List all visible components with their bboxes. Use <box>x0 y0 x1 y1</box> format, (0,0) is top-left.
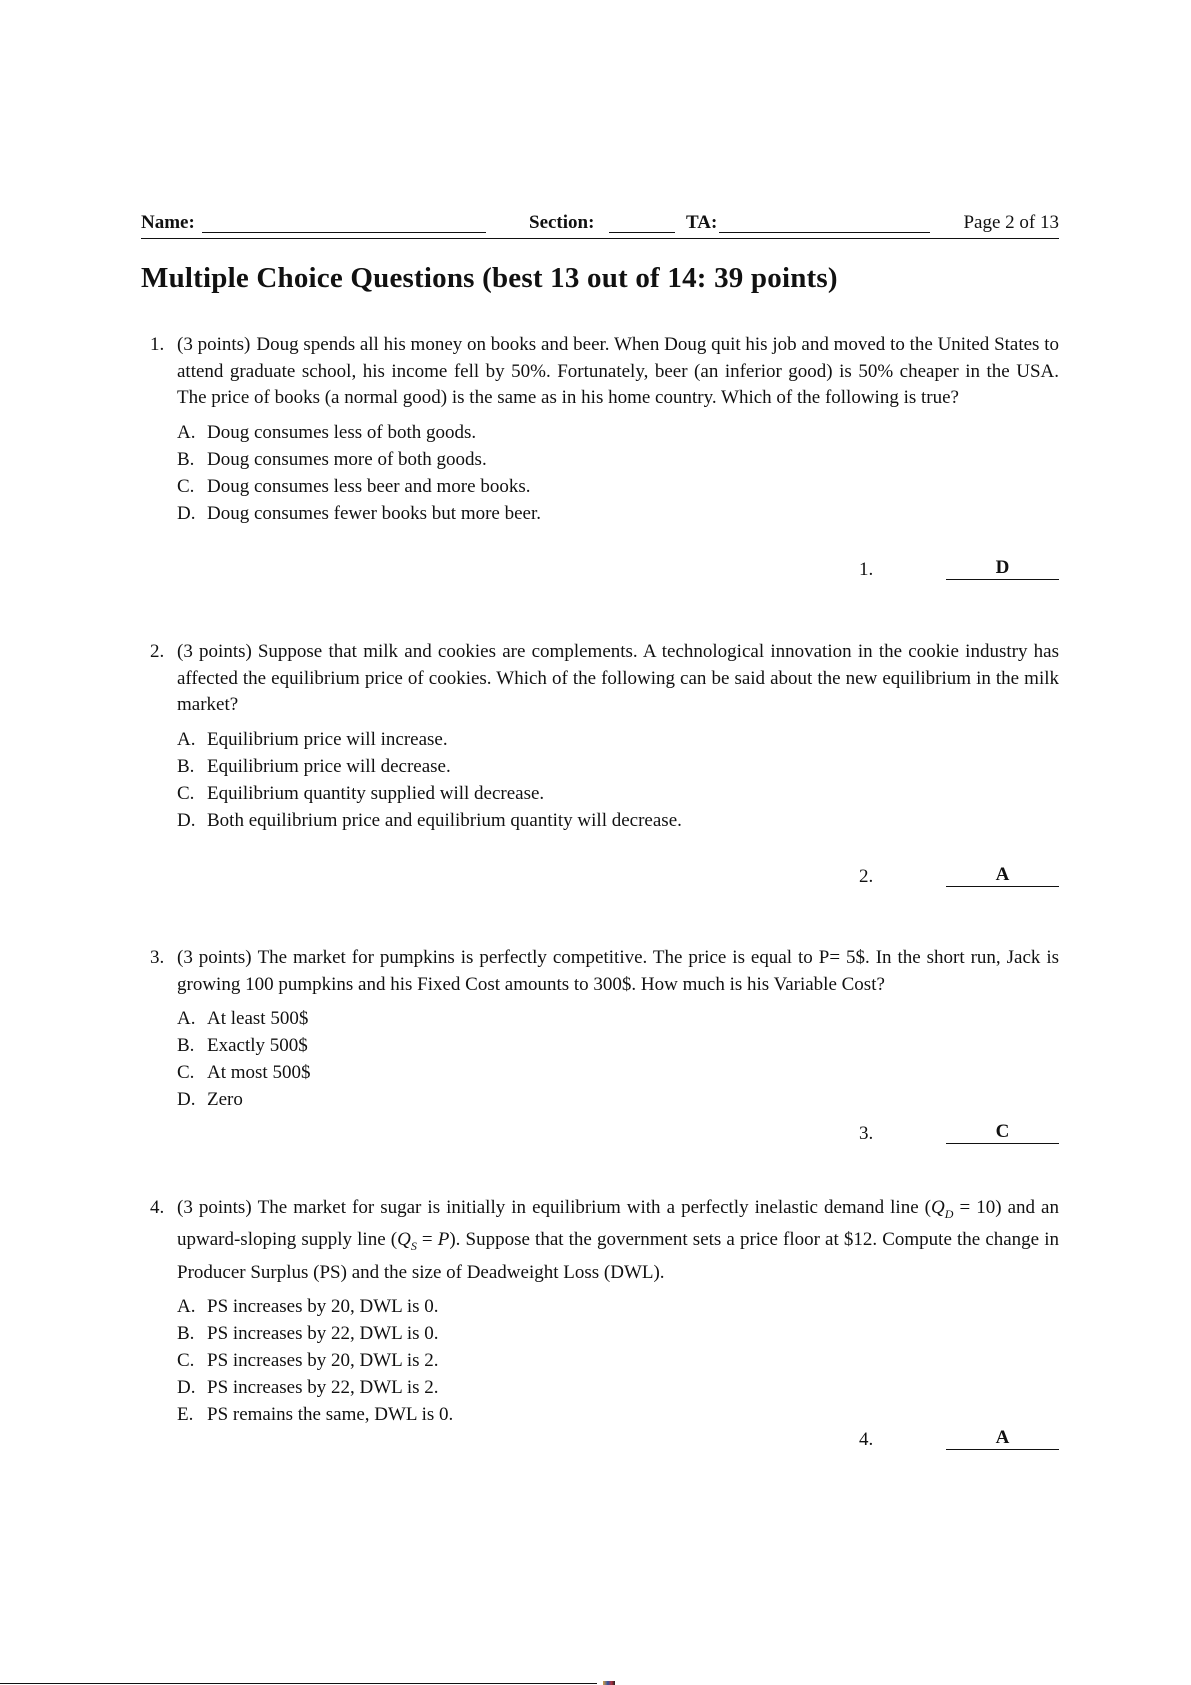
question-text: (3 points) The market for sugar is initially in equilibrium with a perfectly inelastic demand line $(Q_D = 10)$ and an upward-sloping supply line $(Q_S = P)$. Suppose that the government sets a price floor at $12. Compute the change in Producer Surplus (PS) and the size of Deadweight Loss (DWL). <box>177 1197 1060 1283</box>
question-points: (3 points) <box>177 334 251 355</box>
answer-number: 4. <box>859 1429 874 1450</box>
section-field[interactable] <box>609 232 675 233</box>
answer-number: 2. <box>859 866 874 887</box>
choice-b: B. Equilibrium price will decrease. <box>177 755 451 777</box>
question-body: Doug spends all his money on books and beer. When Doug quit his job and moved to the United States to attend graduate school, his income fell by 50%. Fortunately, beer (an inferior good) is 50% cheaper in the USA. The price of books (a normal good) is the same as in his home country. Which of the following is true? <box>177 334 1059 408</box>
choice-a: A. Equilibrium price will increase. <box>177 728 448 750</box>
question-text <box>177 639 1059 719</box>
choice-list <box>177 1293 1059 1428</box>
qs-symbol: $Q_S$ <box>397 1229 417 1254</box>
p-symbol: P <box>437 1229 450 1251</box>
choice-b: B. Doug consumes more of both goods. <box>177 448 487 470</box>
choice-d: D. PS increases by 22, DWL is 2. <box>177 1377 439 1399</box>
choice-a: A. At least 500$ <box>177 1008 309 1029</box>
question-1 <box>141 332 1059 527</box>
ta-field[interactable] <box>719 232 930 233</box>
question-number: 4. <box>150 1197 165 1218</box>
answer-4 <box>859 1428 1059 1452</box>
choice-list <box>177 419 1059 527</box>
footer-mark <box>603 1681 615 1685</box>
question-2 <box>141 639 1059 834</box>
ta-label: TA: <box>686 212 718 233</box>
name-label: Name: <box>141 212 195 233</box>
answer-number: 3. <box>859 1123 874 1144</box>
question-points: (3 points) <box>177 1197 252 1218</box>
choice-a: A. PS increases by 20, DWL is 0. <box>177 1296 439 1318</box>
question-3 <box>141 945 1059 1113</box>
choice-c: C. At most 500$ <box>177 1062 311 1083</box>
answer-field[interactable]: A <box>946 864 1059 887</box>
answer-1 <box>859 558 1059 582</box>
question-number: 3. <box>150 947 165 968</box>
question-text <box>177 332 1059 412</box>
name-field[interactable] <box>202 232 486 233</box>
answer-field[interactable]: D <box>946 557 1059 580</box>
answer-number: 1. <box>859 559 874 580</box>
footer-rule <box>0 1683 597 1684</box>
choice-e: E. PS remains the same, DWL is 0. <box>177 1404 454 1426</box>
choice-d: D. Zero <box>177 1089 243 1110</box>
choice-b: B. Exactly 500$ <box>177 1035 308 1056</box>
choice-c: C. PS increases by 20, DWL is 2. <box>177 1350 439 1372</box>
question-number: 1. <box>150 334 165 355</box>
choice-d: D. Doug consumes fewer books but more beer. <box>177 502 542 524</box>
answer-2 <box>859 865 1059 889</box>
choice-b: B. PS increases by 22, DWL is 0. <box>177 1323 439 1345</box>
answer-field[interactable]: A <box>946 1427 1059 1450</box>
question-body: The market for pumpkins is perfectly competitive. The price is equal to P= 5$. In the short run, Jack is growing 100 pumpkins and his Fixed Cost amounts to 300$. How much is his Variable Cost? <box>177 947 1059 995</box>
question-points: (3 points) <box>177 947 252 968</box>
choice-a: A. Doug consumes less of both goods. <box>177 421 477 443</box>
question-number: 2. <box>150 641 165 662</box>
question-text <box>177 945 1059 998</box>
choice-c: C. Equilibrium quantity supplied will decrease. <box>177 782 545 804</box>
page-header <box>141 212 1059 239</box>
qd-symbol: $Q_D$ <box>931 1197 954 1221</box>
page-indicator: Page 2 of 13 <box>963 212 1059 233</box>
section-title: Multiple Choice Questions (best 13 out of 14: 39 points) <box>141 262 838 294</box>
choice-list <box>177 726 1059 834</box>
choice-list <box>177 1005 1059 1113</box>
question-body: Suppose that milk and cookies are complements. A technological innovation in the cookie industry has affected the equilibrium price of cookies. Which of the following can be said about the new equilibrium in the milk market? <box>177 641 1059 715</box>
choice-d: D. Both equilibrium price and equilibrium quantity will decrease. <box>177 809 682 831</box>
answer-field[interactable]: C <box>946 1121 1059 1144</box>
question-4 <box>141 1195 1059 1428</box>
section-label: Section: <box>529 212 595 233</box>
question-points: (3 points) <box>177 641 252 662</box>
choice-c: C. Doug consumes less beer and more books. <box>177 475 531 497</box>
answer-3 <box>859 1122 1059 1146</box>
